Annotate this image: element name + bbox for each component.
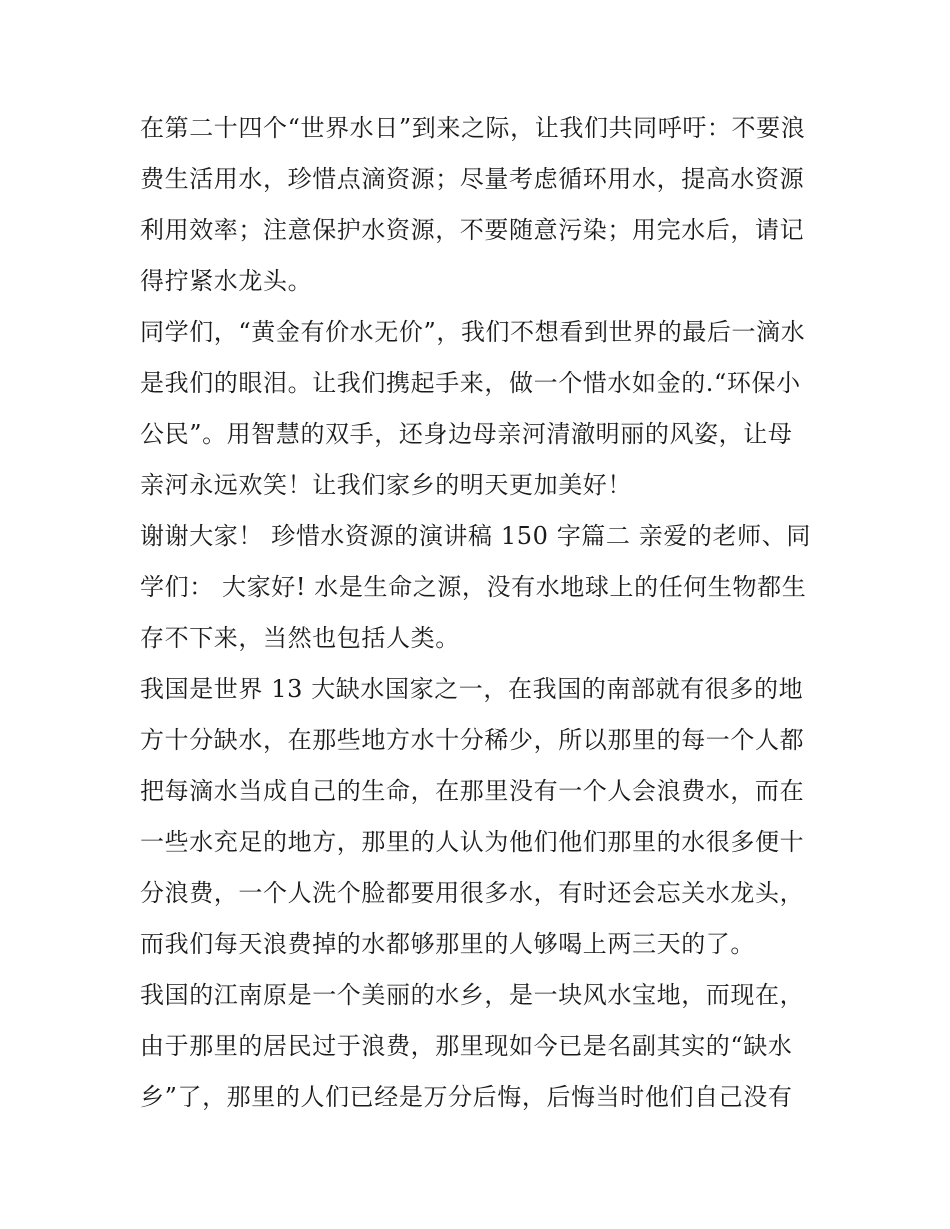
- text-line: 分浪费，一个人洗个脸都要用很多水，有时还会忘关水龙头，: [140, 879, 805, 907]
- text-line: 在第二十四个“世界水日”到来之际，让我们共同呼吁：不要浪: [140, 114, 806, 142]
- text-line: 我国的江南原是一个美丽的水乡，是一块风水宝地，而现在，: [140, 981, 805, 1009]
- text-line: 存不下来，当然也包括人类。: [140, 624, 460, 652]
- text-line: 把每滴水当成自己的生命，在那里没有一个人会浪费水，而在: [140, 777, 805, 805]
- text-line: 是我们的眼泪。让我们携起手来，做一个惜水如金的.“环保小: [140, 369, 801, 397]
- text-line: 得拧紧水龙头。: [140, 267, 313, 295]
- paragraph-world-water-day: [140, 103, 820, 307]
- text-line: 而我们每天浪费掉的水都够那里的人够喝上两三天的了。: [140, 930, 755, 958]
- paragraph-water-shortage: [140, 664, 820, 970]
- text-line: 费生活用水，珍惜点滴资源；尽量考虑循环用水，提高水资源: [140, 165, 805, 193]
- text-line: 方十分缺水，在那些地方水十分稀少，所以那里的每一个人都: [140, 726, 805, 754]
- text-line: 利用效率；注意保护水资源，不要随意污染；用完水后，请记: [140, 216, 805, 244]
- text-line: 由于那里的居民过于浪费，那里现如今已是名副其实的“缺水: [140, 1032, 793, 1060]
- text-line: 亲河永远欢笑！让我们家乡的明天更加美好！: [140, 471, 632, 499]
- text-line: 我国是世界 13 大缺水国家之一，在我国的南部就有很多的地: [140, 675, 804, 703]
- text-line: 同学们，“黄金有价水无价”，我们不想看到世界的最后一滴水: [140, 318, 806, 346]
- text-line: 一些水充足的地方，那里的人认为他们他们那里的水很多便十: [140, 828, 805, 856]
- paragraph-speech-two-intro: [140, 511, 820, 664]
- text-line: 学们： 大家好! 水是生命之源，没有水地球上的任何生物都生: [140, 573, 807, 601]
- paragraph-jiangnan: [140, 970, 820, 1123]
- text-line: 公民”。用智慧的双手，还身边母亲河清澈明丽的风姿，让母: [140, 420, 793, 448]
- document-body: [140, 103, 820, 1123]
- paragraph-classmates-appeal: [140, 307, 820, 511]
- text-line: 谢谢大家！ 珍惜水资源的演讲稿 150 字篇二 亲爱的老师、同: [140, 522, 811, 550]
- text-line: 乡”了，那里的人们已经是万分后悔，后悔当时他们自己没有: [140, 1083, 793, 1111]
